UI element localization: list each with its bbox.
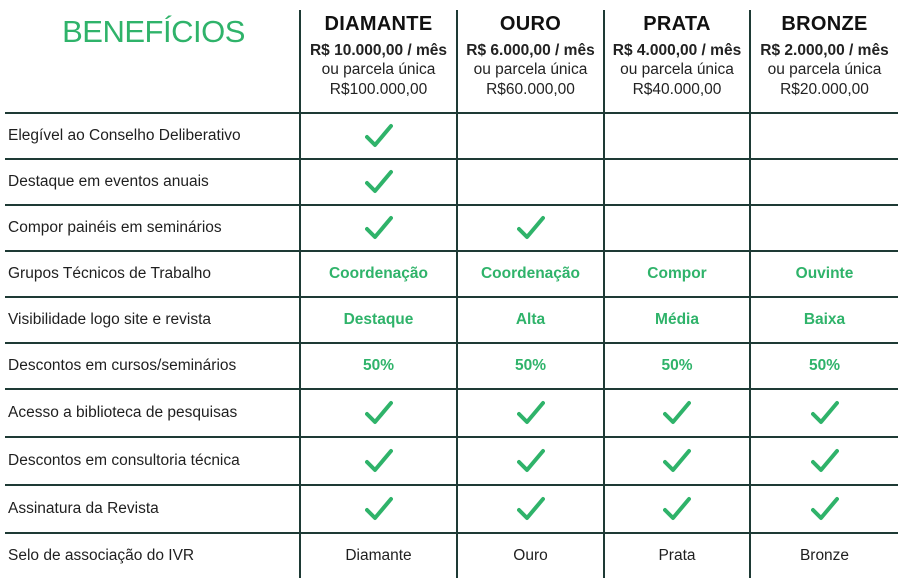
table-row	[5, 533, 898, 578]
benefit-cell	[300, 343, 457, 389]
benefit-level: Média	[655, 311, 699, 328]
table-row	[5, 113, 898, 159]
page-title: BENEFÍCIOS	[5, 10, 300, 113]
benefit-cell	[750, 485, 898, 533]
tier-total-price: R$100.000,00	[329, 81, 428, 98]
benefit-label: Destaque em eventos anuais	[5, 159, 300, 205]
benefit-cell	[604, 297, 750, 343]
benefit-cell	[457, 343, 604, 389]
benefit-cell	[750, 437, 898, 485]
benefit-cell	[750, 343, 898, 389]
tier-alt-label: ou parcela única	[321, 61, 436, 78]
table-row	[5, 343, 898, 389]
tier-total-price: R$40.000,00	[632, 81, 722, 98]
table-row	[5, 485, 898, 533]
benefit-cell	[604, 533, 750, 578]
check-icon	[365, 215, 393, 241]
benefits-table	[5, 10, 898, 578]
tier-alt-label: ou parcela única	[620, 61, 734, 78]
benefit-label: Assinatura da Revista	[5, 485, 300, 533]
tier-name: PRATA	[643, 13, 711, 35]
benefit-label: Selo de associação do IVR	[8, 547, 195, 564]
benefit-cell	[457, 159, 604, 205]
check-icon	[517, 496, 545, 522]
benefit-level: 50%	[661, 357, 693, 374]
benefit-cell	[604, 343, 750, 389]
benefit-cell	[457, 205, 604, 251]
tier-alt-label: ou parcela única	[473, 61, 588, 78]
benefit-cell	[457, 437, 604, 485]
header-row	[5, 10, 898, 113]
check-icon	[365, 448, 393, 474]
benefit-level: Coordenação	[480, 265, 581, 282]
tier-bronze	[750, 10, 898, 113]
check-icon	[663, 448, 691, 474]
table-row	[5, 297, 898, 343]
benefit-cell	[750, 533, 898, 578]
table-row	[5, 389, 898, 437]
benefit-level: 50%	[808, 357, 841, 374]
check-icon	[517, 215, 545, 241]
tier-name: OURO	[499, 13, 562, 35]
benefit-cell	[604, 159, 750, 205]
benefit-cell	[750, 159, 898, 205]
benefit-cell	[300, 113, 457, 159]
benefit-cell	[604, 205, 750, 251]
check-icon	[663, 496, 691, 522]
tier-total-price: R$60.000,00	[486, 81, 575, 98]
benefit-level: Ouvinte	[795, 265, 854, 282]
check-icon	[517, 400, 545, 426]
check-icon	[663, 400, 691, 426]
seal-name: Ouro	[513, 547, 548, 564]
check-icon	[365, 123, 393, 149]
benefit-label: Descontos em consultoria técnica	[5, 437, 300, 485]
tier-prata	[604, 10, 750, 113]
benefit-label: Visibilidade logo site e revista	[5, 297, 300, 343]
benefit-level: Baixa	[803, 311, 846, 328]
benefit-cell	[300, 251, 457, 297]
benefit-cell	[750, 251, 898, 297]
tier-monthly-price: R$ 6.000,00 / mês	[466, 42, 595, 59]
benefit-cell	[750, 297, 898, 343]
benefit-level: Coordenação	[328, 265, 429, 282]
benefit-cell	[750, 205, 898, 251]
seal-name: Bronze	[799, 547, 850, 564]
benefit-cell	[604, 113, 750, 159]
tier-total-price: R$20.000,00	[780, 81, 869, 98]
benefit-cell	[300, 297, 457, 343]
table-row	[5, 251, 898, 297]
benefit-cell	[604, 437, 750, 485]
benefit-cell	[457, 389, 604, 437]
benefit-cell	[457, 485, 604, 533]
benefit-cell	[457, 297, 604, 343]
benefit-cell	[457, 533, 604, 578]
tier-alt-label: ou parcela única	[767, 61, 882, 78]
table-row	[5, 205, 898, 251]
benefits-body	[5, 113, 898, 578]
tier-ouro	[457, 10, 604, 113]
benefit-cell	[604, 251, 750, 297]
benefit-level: 50%	[362, 357, 395, 374]
benefit-cell	[300, 485, 457, 533]
benefit-cell	[457, 113, 604, 159]
benefit-cell	[750, 389, 898, 437]
tier-monthly-price: R$ 2.000,00 / mês	[760, 42, 889, 59]
benefit-label: Grupos Técnicos de Trabalho	[5, 251, 300, 297]
benefit-cell	[300, 533, 457, 578]
tier-monthly-price: R$ 4.000,00 / mês	[612, 42, 742, 59]
benefit-cell	[604, 485, 750, 533]
check-icon	[517, 448, 545, 474]
check-icon	[365, 169, 393, 195]
benefit-level: Alta	[515, 311, 546, 328]
tier-diamante	[300, 10, 457, 113]
check-icon	[365, 400, 393, 426]
table-row	[5, 159, 898, 205]
tier-name: BRONZE	[781, 13, 868, 35]
benefit-label: Acesso a biblioteca de pesquisas	[5, 389, 300, 437]
table-row	[5, 437, 898, 485]
benefit-label: Compor painéis em seminários	[5, 205, 300, 251]
benefit-level: Compor	[647, 265, 707, 282]
benefit-cell	[300, 205, 457, 251]
check-icon	[811, 496, 839, 522]
benefit-level: Destaque	[343, 311, 414, 328]
check-icon	[811, 448, 839, 474]
benefit-cell	[604, 389, 750, 437]
check-icon	[365, 496, 393, 522]
benefit-cell	[300, 389, 457, 437]
benefit-cell	[300, 159, 457, 205]
seal-name: Prata	[658, 547, 696, 564]
benefit-cell	[457, 251, 604, 297]
check-icon	[811, 400, 839, 426]
tier-monthly-price: R$ 10.000,00 / mês	[309, 42, 448, 59]
benefit-label: Elegível ao Conselho Deliberativo	[5, 113, 300, 159]
tier-name: DIAMANTE	[324, 13, 433, 35]
benefit-label: Descontos em cursos/seminários	[5, 343, 300, 389]
benefit-cell	[750, 113, 898, 159]
benefit-cell	[300, 437, 457, 485]
seal-name: Diamante	[345, 547, 412, 564]
benefit-level: 50%	[514, 357, 547, 374]
